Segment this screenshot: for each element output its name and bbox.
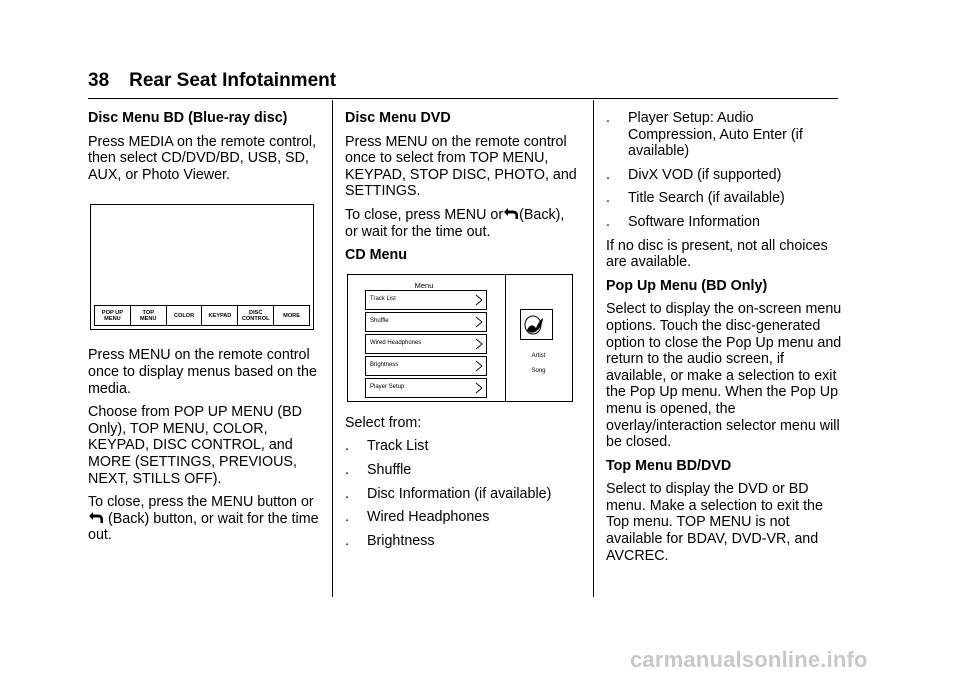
bullet-symbol: . xyxy=(606,166,610,183)
cd-menu-heading: CD Menu xyxy=(345,247,407,264)
bullet-item xyxy=(345,509,581,526)
popup-menu-paragraph: Select to display the on-screen menu options. Touch the disc-generated option to close the Pop Up menu and return to the audio screen, if available, or make a selection to exit the Pop Up menu. When the Pop Up menu is opened, the overlay/interaction selector menu will be closed. xyxy=(606,301,842,451)
bd-button-bar xyxy=(94,305,310,326)
cd-menu-item xyxy=(365,356,487,376)
cd-menu-item-label: Shuffle xyxy=(370,318,389,325)
cd-menu-item xyxy=(365,334,487,354)
bd-menu-paragraph-4 xyxy=(88,494,320,544)
bullet-text: Wired Headphones xyxy=(367,509,490,526)
bullet-item xyxy=(606,214,842,231)
bd-figure-button: POP UP MENU xyxy=(101,309,123,322)
cd-menu-item-label: Wired Headphones xyxy=(370,340,422,347)
bd-screen-figure xyxy=(90,204,314,330)
bullet-item xyxy=(606,110,842,160)
back-icon xyxy=(88,511,104,524)
section-title: Rear Seat Infotainment xyxy=(129,70,337,91)
bullet-text: DivX VOD (if supported) xyxy=(628,166,782,183)
watermark: carmanualsonline.info xyxy=(630,647,868,672)
bullet-text: Shuffle xyxy=(367,461,412,478)
column-2 xyxy=(345,110,581,556)
chevron-right-icon xyxy=(475,382,483,394)
bullet-symbol: . xyxy=(345,509,349,526)
bullet-symbol: . xyxy=(606,190,610,207)
dvd-close-text-b: (Back), or wait for the time out. xyxy=(345,206,565,240)
page-header xyxy=(88,70,336,92)
bd-figure-button: TOP MENU xyxy=(130,306,166,325)
top-menu-paragraph: Select to display the DVD or BD menu. Make a selection to exit the Top menu. TOP MENU is not available for BDAV, DVD-VR, and AVCREC. xyxy=(606,481,823,564)
cd-song-label: Song xyxy=(531,367,546,374)
bullet-text: Software Information xyxy=(628,213,760,230)
bullet-item xyxy=(345,462,581,479)
cd-menu-figure xyxy=(347,274,573,402)
bullet-symbol: . xyxy=(345,485,349,502)
bullet-text: Track List xyxy=(367,438,429,455)
dvd-menu-heading: Disc Menu DVD xyxy=(345,110,451,126)
no-disc-paragraph: If no disc is present, not all choices are available. xyxy=(606,237,828,271)
cd-menu-item xyxy=(365,290,487,310)
bd-menu-heading: Disc Menu BD (Blue-ray disc) xyxy=(88,110,288,126)
bd-figure-button: COLOR xyxy=(166,306,202,325)
bullet-symbol: . xyxy=(345,532,349,549)
bullet-item xyxy=(345,486,581,503)
bd-menu-paragraph-3: Choose from POP UP MENU (BD Only), TOP MENU, COLOR, KEYPAD, DISC CONTROL, and MORE (SETTINGS, PREVIOUS, NEXT, STILLS OFF). xyxy=(88,404,302,487)
bd-figure-button: DISC CONTROL xyxy=(237,306,273,325)
popup-menu-heading: Pop Up Menu (BD Only) xyxy=(606,277,768,294)
select-from-label: Select from: xyxy=(345,414,422,431)
cd-menu-item-label: Brightness xyxy=(370,362,399,369)
bd-close-text-a: To close, press the MENU button or xyxy=(88,494,314,511)
chevron-right-icon xyxy=(475,360,483,372)
cd-menu-list xyxy=(365,290,487,400)
column-divider-1 xyxy=(332,100,333,597)
page-number: 38 xyxy=(88,70,110,91)
bd-figure-button: MORE xyxy=(273,306,309,325)
bullet-item xyxy=(606,190,842,207)
column-3 xyxy=(606,110,842,571)
bullet-text: Brightness xyxy=(367,532,435,549)
cd-figure-divider xyxy=(505,275,506,401)
cd-figure-title: Menu xyxy=(414,280,434,290)
bullet-symbol: . xyxy=(345,461,349,478)
dvd-options-list xyxy=(606,110,842,231)
chevron-right-icon xyxy=(475,338,483,350)
bullet-item xyxy=(606,167,842,184)
bullet-symbol: . xyxy=(606,213,610,230)
column-divider-2 xyxy=(593,100,594,597)
column-1 xyxy=(88,110,320,551)
bullet-item xyxy=(345,533,581,550)
dvd-menu-paragraph-1: Press MENU on the remote control once to select from TOP MENU, KEYPAD, STOP DISC, PHOTO, and SETTINGS. xyxy=(345,133,577,200)
dvd-menu-paragraph-2 xyxy=(345,207,581,240)
bullet-text: Player Setup: Audio Compression, Auto Enter (if available) xyxy=(628,110,803,160)
chevron-right-icon xyxy=(475,294,483,306)
cd-menu-item-label: Track List xyxy=(370,296,396,303)
cd-menu-item xyxy=(365,378,487,398)
bd-figure-button: KEYPAD xyxy=(201,306,237,325)
bullet-symbol: . xyxy=(345,438,349,455)
bd-menu-paragraph-1: Press MEDIA on the remote control, then select CD/DVD/BD, USB, SD, AUX, or Photo Viewer. xyxy=(88,133,317,183)
dvd-close-text-a: To close, press MENU or xyxy=(345,206,504,223)
header-rule xyxy=(88,98,838,99)
cd-menu-item xyxy=(365,312,487,332)
cd-options-list xyxy=(345,438,581,549)
bullet-item xyxy=(345,438,581,455)
bd-close-text-b: (Back) button, or wait for the time out. xyxy=(88,510,319,544)
album-art-icon xyxy=(520,309,553,340)
top-menu-heading: Top Menu BD/DVD xyxy=(606,457,732,474)
cd-menu-item-label: Player Setup xyxy=(370,384,405,391)
chevron-right-icon xyxy=(475,316,483,328)
bullet-text: Disc Information (if available) xyxy=(367,485,552,502)
bd-menu-paragraph-2: Press MENU on the remote control once to display menus based on the media. xyxy=(88,347,317,397)
bullet-text: Title Search (if available) xyxy=(628,190,785,207)
back-icon xyxy=(503,207,519,220)
cd-artist-label: Artist xyxy=(531,352,546,359)
bullet-symbol: . xyxy=(606,110,610,126)
